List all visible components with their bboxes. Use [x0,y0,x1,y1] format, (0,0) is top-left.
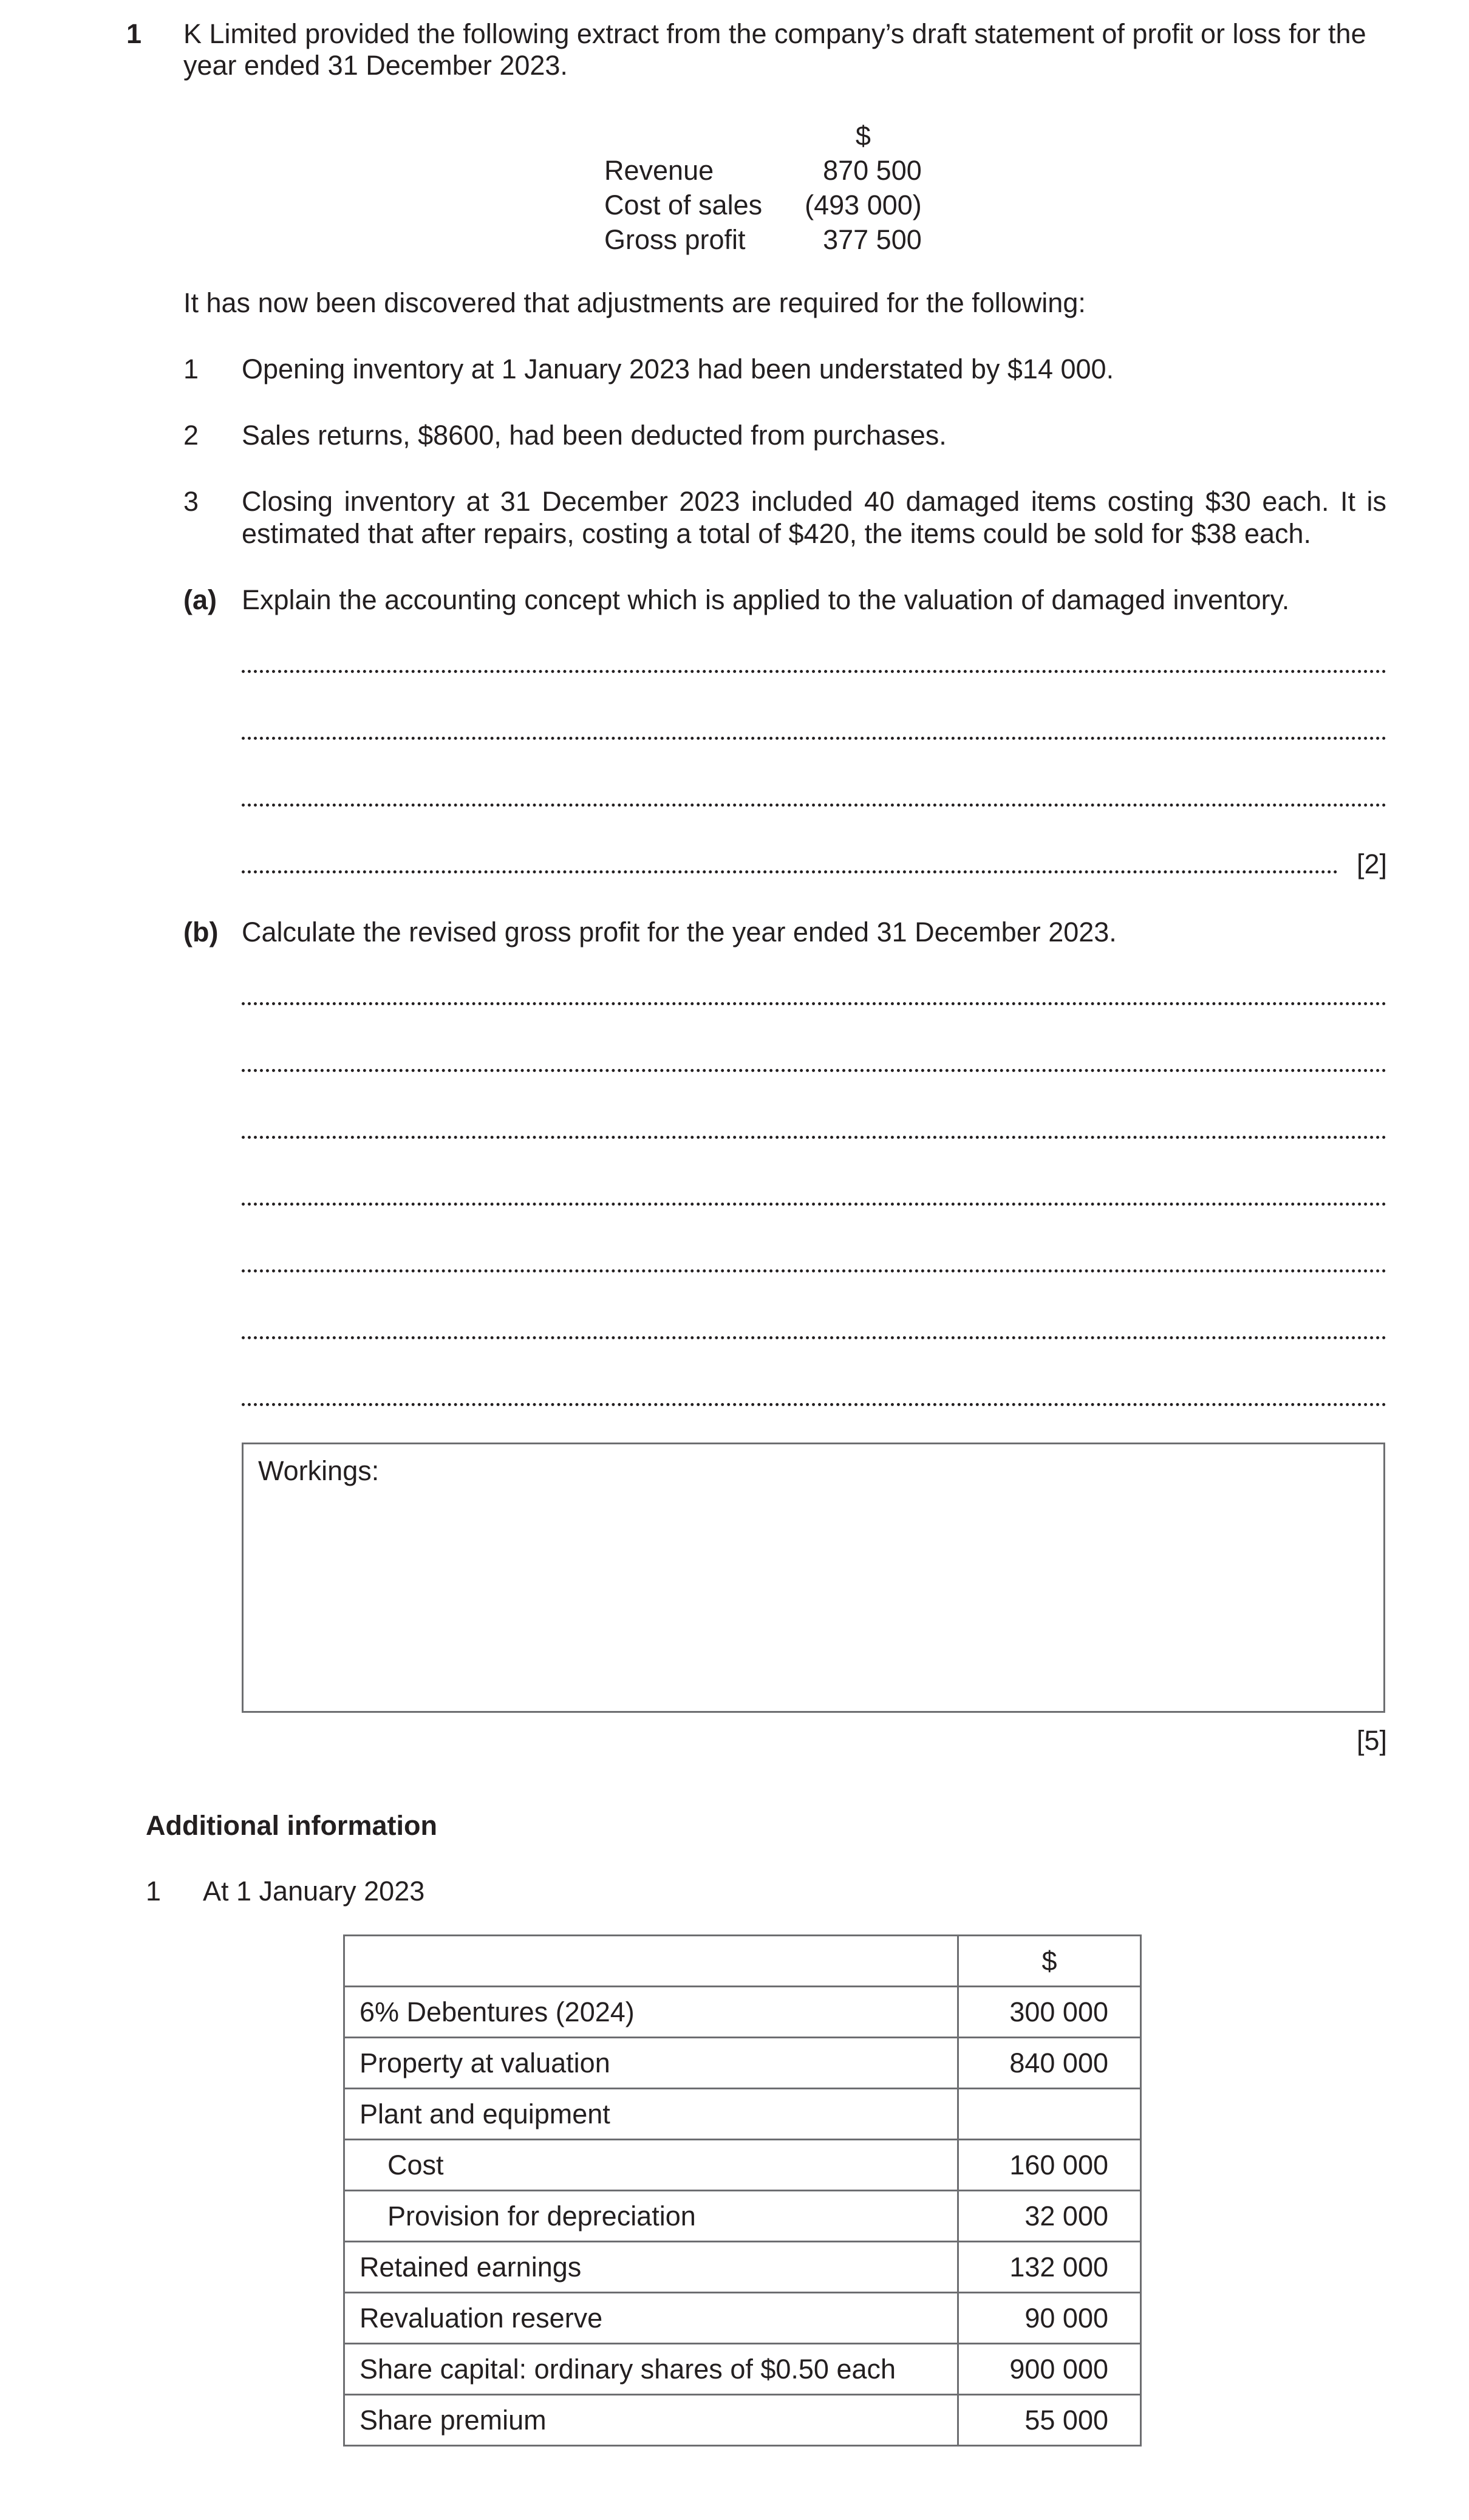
row-value: 55 000 [958,2395,1141,2446]
part-b-marks: [5] [1357,1725,1388,1756]
discovery-text: It has now been discovered that adjustments are required for the following: [183,287,1086,318]
additional-item-number: 1 [146,1876,162,1907]
adjustment-text: Closing inventory at 31 December 2023 included 40 damaged items costing $30 each. It is [242,486,1386,517]
part-b-label: (b) [183,917,219,948]
row-value: 160 000 [958,2140,1141,2191]
table-row [344,2395,1141,2446]
table-header-row [344,1936,1141,1987]
extract-label: Cost of sales [604,190,763,220]
answer-line[interactable] [242,1403,1386,1406]
answer-line[interactable] [242,670,1386,673]
extract-value: 870 500 [823,155,922,186]
extract-value: 377 500 [823,224,922,255]
extract-row [604,222,922,257]
table-row [344,2038,1141,2089]
row-label: Share capital: ordinary shares of $0.50 each [344,2344,958,2395]
table-row [344,2191,1141,2242]
answer-line[interactable] [242,870,1338,873]
answer-line[interactable] [242,1136,1386,1139]
workings-box[interactable] [242,1443,1385,1713]
answer-line[interactable] [242,1002,1386,1005]
question-number: 1 [126,18,142,49]
adjustment-text: Sales returns, $8600, had been deducted from purchases. [242,420,947,451]
row-value: 900 000 [958,2344,1141,2395]
row-value: 32 000 [958,2191,1141,2242]
row-value [958,2089,1141,2140]
row-label: Cost [344,2140,958,2191]
answer-line[interactable] [242,1203,1386,1206]
extract-value: (493 000) [805,190,922,220]
answer-line[interactable] [242,1069,1386,1072]
workings-label: Workings: [258,1455,380,1486]
answer-line[interactable] [242,737,1386,740]
answer-line[interactable] [242,804,1386,807]
row-value: 300 000 [958,1987,1141,2038]
row-label: Plant and equipment [344,2089,958,2140]
row-value: 840 000 [958,2038,1141,2089]
extract-row [604,153,922,188]
row-label: Share premium [344,2395,958,2446]
table-row [344,2089,1141,2140]
currency-header: $ [958,1936,1141,1987]
answer-line[interactable] [242,1269,1386,1272]
additional-item-text: At 1 January 2023 [203,1876,425,1907]
question-intro: K Limited provided the following extract from the company’s draft statement of profit or loss for the year ended 31 December 2023. [183,18,1366,81]
part-b-question: Calculate the revised gross profit for the year ended 31 December 2023. [242,917,1117,948]
extract-label: Gross profit [604,224,746,255]
adjustment-text-continued: estimated that after repairs, costing a total of $420, the items could be sold for $38 each. [242,518,1312,549]
table-row [344,2140,1141,2191]
row-label: 6% Debentures (2024) [344,1987,958,2038]
part-a-question: Explain the accounting concept which is applied to the valuation of damaged inventory. [242,584,1290,615]
table-row [344,2344,1141,2395]
extract-row [604,188,922,222]
adjustment-number: 2 [183,420,199,451]
answer-line[interactable] [242,1336,1386,1339]
row-value: 132 000 [958,2242,1141,2293]
balances-table [343,1934,1142,2447]
table-row [344,2293,1141,2344]
extract-currency: $ [855,120,871,151]
adjustment-text: Opening inventory at 1 January 2023 had been understated by $14 000. [242,353,1114,384]
profit-extract [604,118,922,257]
extract-label: Revenue [604,155,714,186]
part-a-marks: [2] [1357,849,1388,879]
row-label: Revaluation reserve [344,2293,958,2344]
row-label: Property at valuation [344,2038,958,2089]
additional-heading: Additional information [146,1810,437,1841]
part-a-label: (a) [183,584,217,615]
adjustment-number: 3 [183,486,199,517]
row-label: Retained earnings [344,2242,958,2293]
table-row [344,1987,1141,2038]
row-value: 90 000 [958,2293,1141,2344]
adjustment-number: 1 [183,353,199,384]
row-label: Provision for depreciation [344,2191,958,2242]
table-row [344,2242,1141,2293]
